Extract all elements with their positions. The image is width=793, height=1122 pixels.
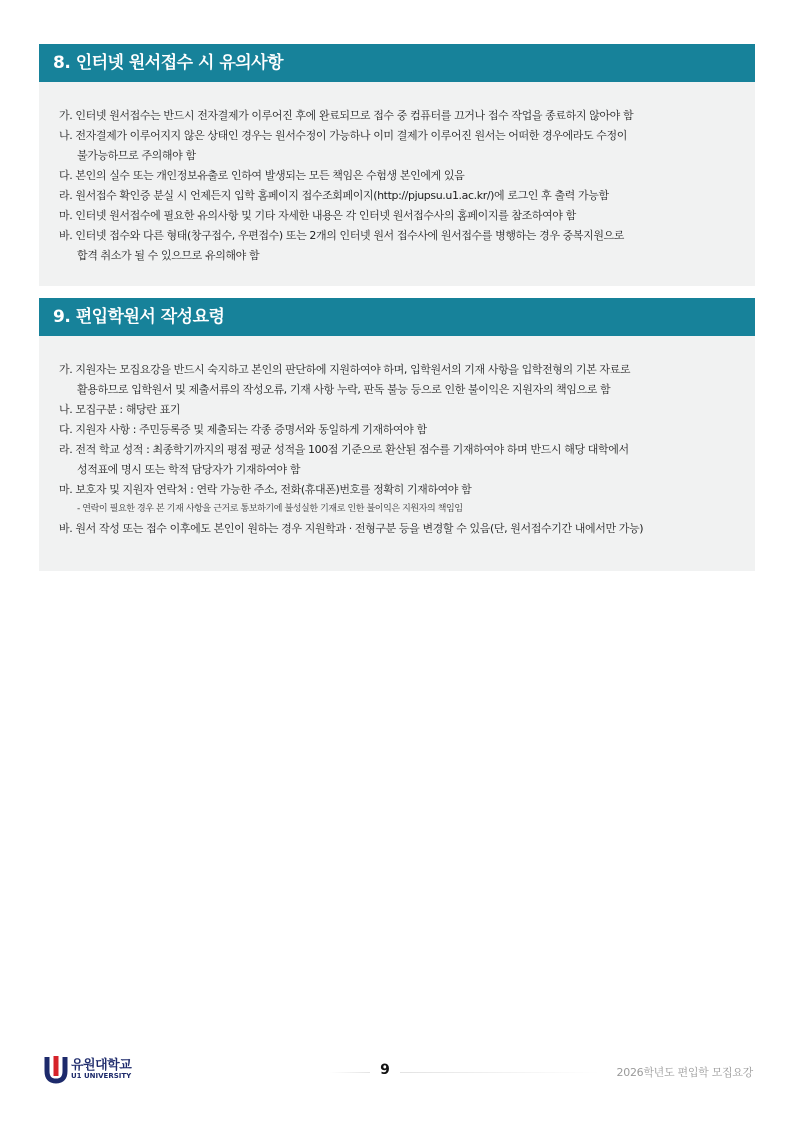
- document-title: 2026학년도 편입학 모집요강: [616, 1066, 753, 1079]
- item-text: 다. 지원자 사항 : 주민등록증 및 제출되는 각종 증명서와 동일하게 기재하여야 함: [59, 423, 427, 436]
- item-text-continued: 합격 취소가 될 수 있으므로 유의해야 함: [77, 249, 260, 262]
- divider: [330, 1072, 370, 1073]
- list-item: [39, 226, 755, 266]
- item-text-continued: 활용하므로 입학원서 및 제출서류의 작성오류, 기재 사항 누락, 판독 불능 등으로 인한 불이익은 지원자의 책임으로 함: [77, 383, 611, 396]
- section-9: [39, 298, 755, 571]
- list-item: [39, 166, 755, 186]
- divider: [400, 1072, 600, 1073]
- list-item: [39, 106, 755, 126]
- list-item: [39, 420, 755, 440]
- sub-note: - 연락이 필요한 경우 본 기재 사항을 근거로 통보하기에 불성실한 기재로 인한 불이익은 지원자의 책임임: [77, 504, 463, 514]
- list-item: [39, 126, 755, 166]
- item-text: 나. 모집구분 : 해당란 표기: [59, 403, 181, 416]
- page-number: 9: [380, 1062, 390, 1078]
- section-9-body: [39, 336, 755, 539]
- list-item: [39, 440, 755, 480]
- item-text-continued: 성적표에 명시 또는 학적 담당자가 기재하여야 함: [77, 463, 301, 476]
- list-item: [39, 400, 755, 420]
- list-item: [39, 519, 755, 539]
- university-logo: [44, 1052, 144, 1086]
- item-text: 바. 인터넷 접수와 다른 형태(창구접수, 우편접수) 또는 2개의 인터넷 원서 접수사에 원서접수를 병행하는 경우 중복지원으로: [59, 229, 624, 242]
- section-9-title: 9. 편입학원서 작성요령: [39, 298, 755, 336]
- item-text-continued: 불가능하므로 주의해야 함: [77, 149, 196, 162]
- logo-english-name: U1 UNIVERSITY: [71, 1072, 132, 1080]
- item-text: 마. 보호자 및 지원자 연락처 : 연락 가능한 주소, 전화(휴대폰)번호를 정확히 기재하여야 함: [59, 483, 472, 496]
- list-item: [39, 480, 755, 500]
- item-text: 다. 본인의 실수 또는 개인정보유출로 인하여 발생되는 모든 책임은 수험생 본인에게 있음: [59, 169, 465, 182]
- section-8-body: [39, 82, 755, 266]
- item-text: 나. 전자결제가 이루어지지 않은 상태인 경우는 원서수정이 가능하나 이미 결제가 이루어진 원서는 어떠한 경우에라도 수정이: [59, 129, 627, 142]
- item-text: 라. 전적 학교 성적 : 최종학기까지의 평점 평균 성적을 100점 기준으로 환산된 점수를 기재하여야 하며 반드시 해당 대학에서: [59, 443, 629, 456]
- page-footer: [0, 1052, 793, 1092]
- section-8-title: 8. 인터넷 원서접수 시 유의사항: [39, 44, 755, 82]
- item-text: 마. 인터넷 원서접수에 필요한 유의사항 및 기타 자세한 내용은 각 인터넷 원서접수사의 홈페이지를 참조하여야 함: [59, 209, 576, 222]
- item-text: 가. 지원자는 모집요강을 반드시 숙지하고 본인의 판단하에 지원하여야 하며, 입학원서의 기재 사항을 입학전형의 기본 자료로: [59, 363, 631, 376]
- u1-logo-icon: [44, 1054, 68, 1084]
- logo-korean-name: 유원대학교: [71, 1058, 132, 1073]
- item-text: 라. 원서접수 확인증 분실 시 언제든지 입학 홈페이지 접수조회페이지(http://pjupsu.u1.ac.kr/)에 로그인 후 출력 가능함: [59, 189, 609, 202]
- list-item: [39, 186, 755, 206]
- item-text: 바. 원서 작성 또는 접수 이후에도 본인이 원하는 경우 지원학과 · 전형구분 등을 변경할 수 있음(단, 원서접수기간 내에서만 가능): [59, 522, 644, 535]
- item-text: 가. 인터넷 원서접수는 반드시 전자결제가 이루어진 후에 완료되므로 접수 중 컴퓨터를 끄거나 접수 작업을 종료하지 않아야 함: [59, 109, 634, 122]
- list-item: [39, 206, 755, 226]
- section-8: [39, 44, 755, 286]
- list-item: [39, 360, 755, 400]
